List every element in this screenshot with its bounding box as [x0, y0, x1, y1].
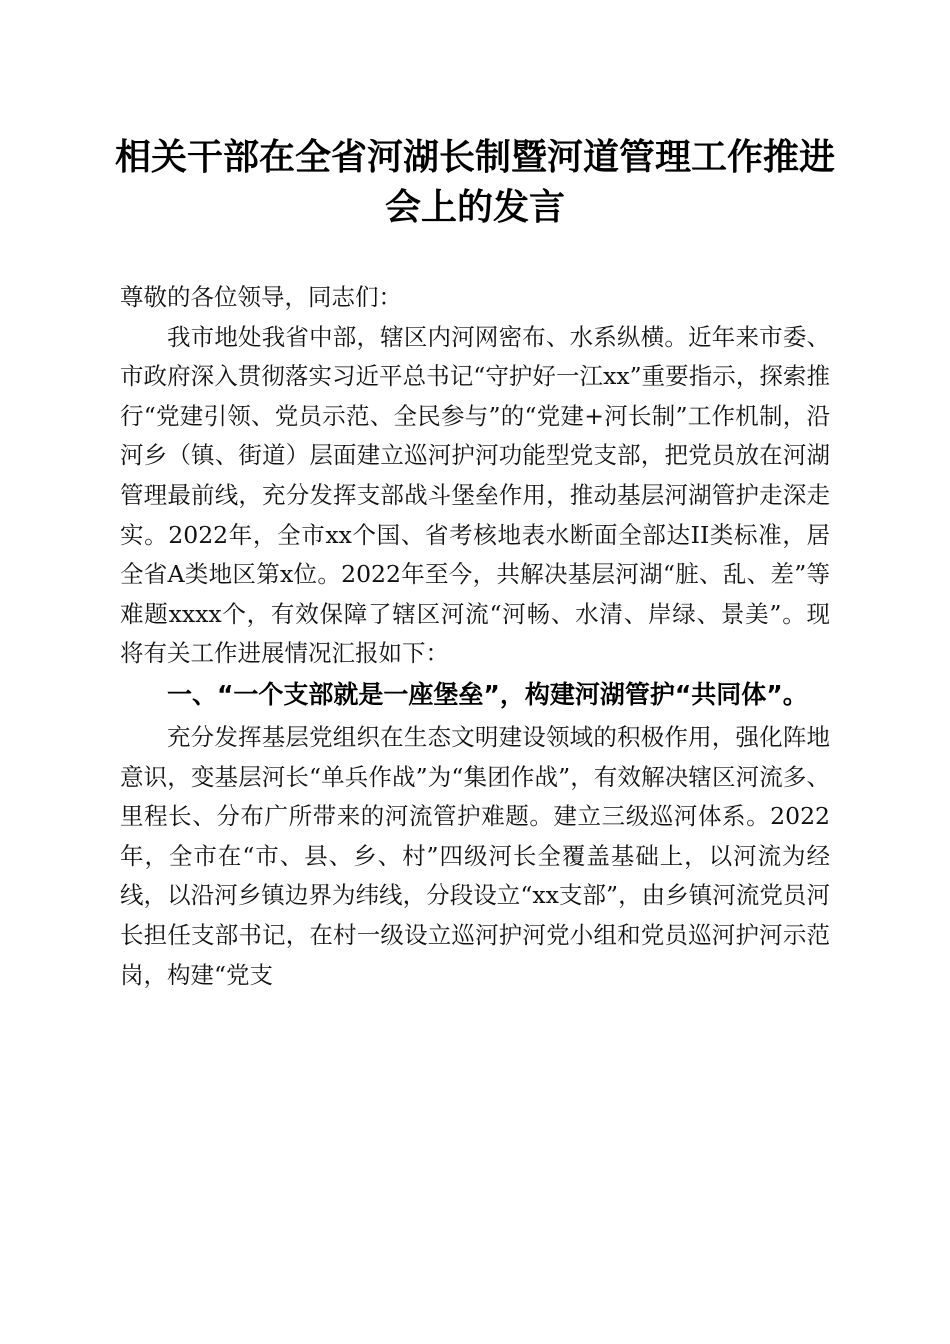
document-body: [120, 278, 830, 995]
document-title: [110, 132, 840, 232]
paragraph-section-1: 充分发挥基层党组织在生态文明建设领域的积极作用，强化阵地意识，变基层河长“单兵作战”为“集团作战”，有效解决辖区河流多、里程长、分布广所带来的河流管护难题。建立三级巡河体系。2022年，全市在“市、县、乡、村”四级河长全覆盖基础上，以河流为经线，以沿河乡镇边界为纬线，分段设立“xx支部”，由乡镇河流党员河长担任支部书记，在村一级设立巡河护河党小组和党员巡河护河示范岗，构建“党支: [120, 722, 830, 989]
document-title-line-1: 相关干部在全省河湖长制暨河道管理工作推进: [114, 136, 835, 178]
section-heading-1: 一、“一个支部就是一座堡垒”，构建河湖管护“共同体”。: [167, 679, 808, 709]
paragraph-intro: 我市地处我省中部，辖区内河网密布、水系纵横。近年来市委、市政府深入贯彻落实习近平总书记“守护好一江xx”重要指示，探索推行“党建引领、党员示范、全民参与”的“党建+河长制”工作机制，沿河乡（镇、街道）层面建立巡河护河功能型党支部，把党员放在河湖管理最前线，充分发挥支部战斗堡垒作用，推动基层河湖管护走深走实。2022年，全市xx个国、省考核地表水断面全部达II类标准，居全省A类地区第x位。2022年至今，共解决基层河湖“脏、乱、差”等难题xxxx个，有效保障了辖区河流“河畅、水清、岸绿、景美”。现将有关工作进展情况汇报如下：: [120, 322, 830, 668]
document-title-line-2: 会上的发言: [384, 186, 565, 228]
salutation: 尊敬的各位领导，同志们：: [120, 283, 402, 311]
